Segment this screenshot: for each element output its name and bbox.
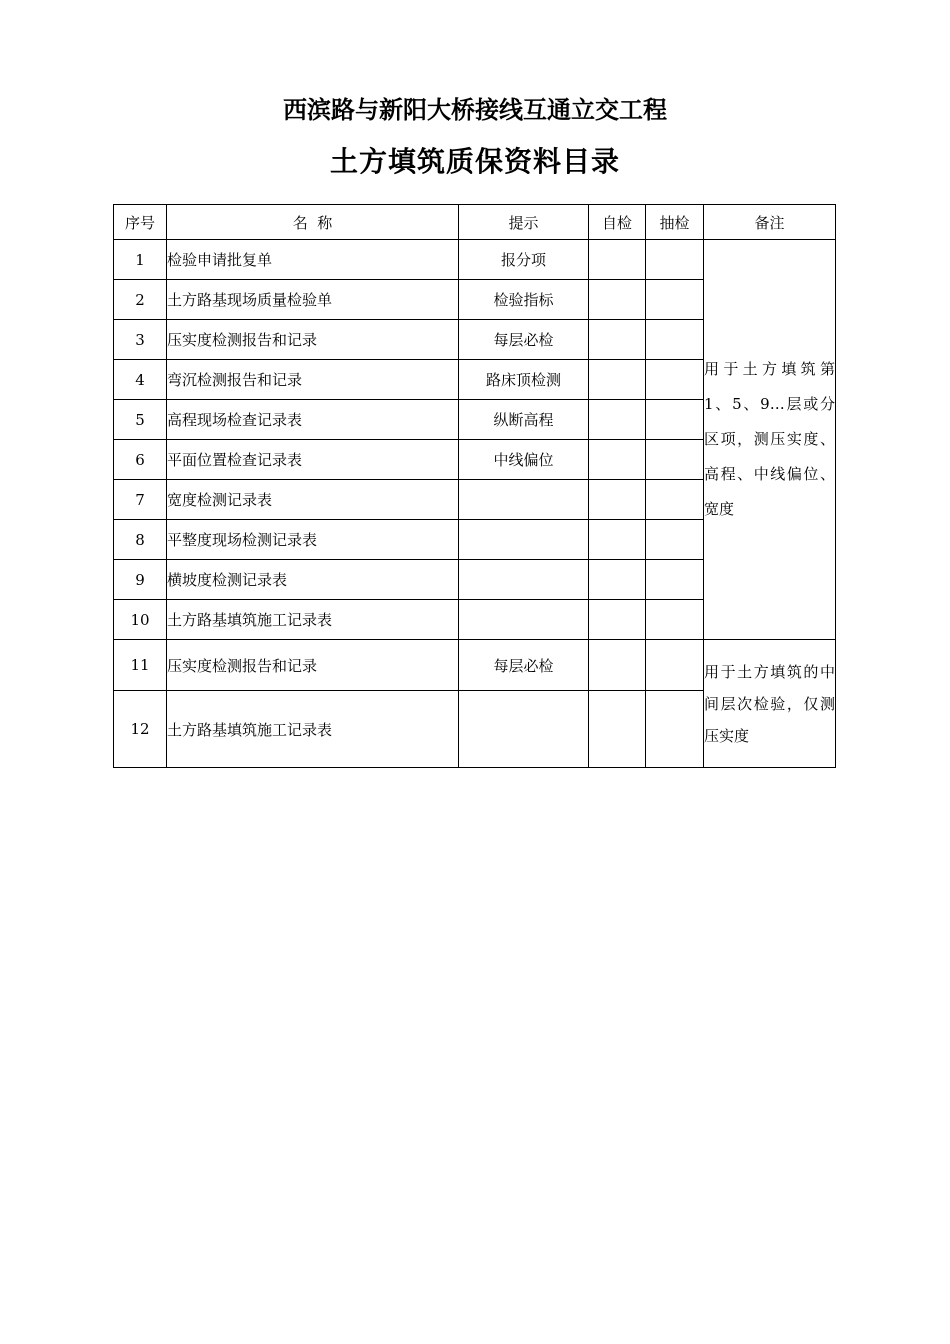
row-name: 横坡度检测记录表 [167, 560, 459, 600]
row-self-check [589, 520, 646, 560]
row-name: 土方路基填筑施工记录表 [167, 600, 459, 640]
row-hint: 中线偏位 [459, 440, 589, 480]
row-name: 检验申请批复单 [167, 240, 459, 280]
remarks-group-1: 用于土方填筑第 1、5、9…层或分区项，测压实度、高程、中线偏位、宽度 [704, 240, 836, 640]
row-seq: 6 [114, 440, 167, 480]
header-spot-check: 抽检 [646, 205, 704, 240]
row-self-check [589, 560, 646, 600]
row-seq: 10 [114, 600, 167, 640]
row-self-check [589, 280, 646, 320]
row-hint [459, 520, 589, 560]
remarks-group-2: 用于土方填筑的中间层次检验，仅测压实度 [704, 640, 836, 768]
row-name: 平面位置检查记录表 [167, 440, 459, 480]
row-self-check [589, 440, 646, 480]
row-name: 高程现场检查记录表 [167, 400, 459, 440]
row-seq: 7 [114, 480, 167, 520]
row-self-check [589, 480, 646, 520]
row-seq: 11 [114, 640, 167, 691]
row-hint: 报分项 [459, 240, 589, 280]
row-seq: 5 [114, 400, 167, 440]
row-spot-check [646, 600, 704, 640]
row-seq: 12 [114, 691, 167, 768]
row-self-check [589, 600, 646, 640]
row-name: 压实度检测报告和记录 [167, 320, 459, 360]
row-self-check [589, 400, 646, 440]
header-seq: 序号 [114, 205, 167, 240]
row-hint: 纵断高程 [459, 400, 589, 440]
row-name: 土方路基填筑施工记录表 [167, 691, 459, 768]
row-hint [459, 691, 589, 768]
row-spot-check [646, 280, 704, 320]
row-self-check [589, 640, 646, 691]
row-seq: 1 [114, 240, 167, 280]
row-hint [459, 600, 589, 640]
row-spot-check [646, 320, 704, 360]
header-remarks: 备注 [704, 205, 836, 240]
row-seq: 9 [114, 560, 167, 600]
row-spot-check [646, 240, 704, 280]
row-name: 压实度检测报告和记录 [167, 640, 459, 691]
row-hint: 每层必检 [459, 640, 589, 691]
row-spot-check [646, 360, 704, 400]
row-spot-check [646, 480, 704, 520]
row-spot-check [646, 400, 704, 440]
row-hint: 每层必检 [459, 320, 589, 360]
document-title: 西滨路与新阳大桥接线互通立交工程 [283, 95, 667, 124]
row-hint [459, 560, 589, 600]
row-self-check [589, 320, 646, 360]
row-name: 土方路基现场质量检验单 [167, 280, 459, 320]
document-subtitle: 土方填筑质保资料目录 [329, 145, 620, 178]
table-header-row [114, 205, 836, 240]
row-spot-check [646, 520, 704, 560]
row-self-check [589, 240, 646, 280]
row-spot-check [646, 640, 704, 691]
row-hint: 检验指标 [459, 280, 589, 320]
row-seq: 2 [114, 280, 167, 320]
header-name: 名 称 [167, 205, 459, 240]
table-row [114, 640, 836, 691]
row-hint: 路床顶检测 [459, 360, 589, 400]
row-hint [459, 480, 589, 520]
row-spot-check [646, 440, 704, 480]
row-name: 平整度现场检测记录表 [167, 520, 459, 560]
row-self-check [589, 691, 646, 768]
header-hint: 提示 [459, 205, 589, 240]
row-spot-check [646, 691, 704, 768]
row-name: 弯沉检测报告和记录 [167, 360, 459, 400]
row-spot-check [646, 560, 704, 600]
row-seq: 4 [114, 360, 167, 400]
catalog-table [113, 204, 836, 768]
row-name: 宽度检测记录表 [167, 480, 459, 520]
row-seq: 8 [114, 520, 167, 560]
table-row [114, 240, 836, 280]
header-self-check: 自检 [589, 205, 646, 240]
row-self-check [589, 360, 646, 400]
row-seq: 3 [114, 320, 167, 360]
